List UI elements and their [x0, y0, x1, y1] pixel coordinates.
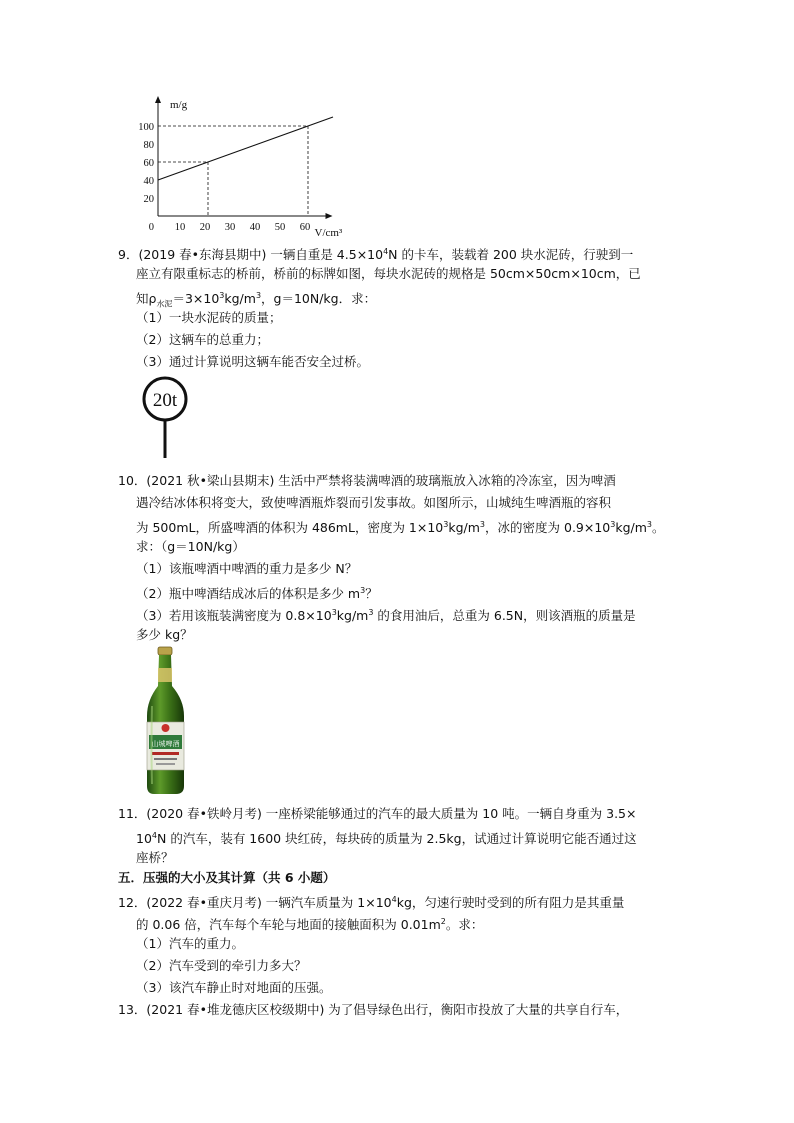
y-axis-label: m/g — [170, 99, 188, 111]
q9-line-1: 9．(2019 春•东海县期中) 一辆自重是 $4.5\times 10^4N$ 的卡车，装载着 200 块水泥砖，行驶到一 — [118, 247, 634, 262]
q9-sub-2: （2）这辆车的总重力； — [136, 332, 269, 347]
q12-line-2: 的 0.06 倍，汽车每个车轮与地面的接触面积为 $0.01m^2$。求： — [136, 917, 484, 932]
q13-line-1: 13．(2021 春•堆龙德庆区校级期中) 为了倡导绿色出行，衡阳市投放了大量的共享自行车， — [118, 1002, 629, 1017]
x-axis-arrow — [326, 213, 333, 219]
q9-sub-1: （1）一块水泥砖的质量； — [136, 310, 282, 325]
y-axis-arrow — [155, 96, 161, 103]
beer-bottle-image — [138, 646, 194, 796]
sign-text: 20t — [152, 390, 178, 411]
q11-line-3: 座桥？ — [136, 850, 174, 865]
x-tick-label: 30 — [224, 222, 236, 233]
x-tick-label: 60 — [299, 222, 311, 233]
y-tick-label: 100 — [138, 122, 154, 133]
x-tick-label: 40 — [249, 222, 261, 233]
q9-line-2: 座立有限重标志的桥前，桥前的标牌如图，每块水泥砖的规格是 50cm×50cm×10cm，已 — [136, 266, 641, 281]
q10-sub-2: （2）瓶中啤酒结成冰后的体积是多少 $m^3$？ — [136, 586, 378, 601]
q10-line-1: 10．(2021 秋•梁山县期末) 生活中严禁将装满啤酒的玻璃瓶放入冰箱的冷冻室，因为啤酒 — [118, 473, 616, 488]
q10-line-2: 遇冷结冰体积将变大，致使啤酒瓶炸裂而引发事故。如图所示，山城纯生啤酒瓶的容积 — [136, 495, 612, 510]
q11-line-1: 11．(2020 春•铁岭月考) 一座桥梁能够通过的汽车的最大质量为 10 吨。一辆自身重为 3.5× — [118, 806, 637, 821]
y-tick-label: 40 — [143, 176, 154, 187]
section-heading: 五．压强的大小及其计算（共 6 小题） — [118, 870, 336, 885]
q9-sub-3: （3）通过计算说明这辆车能否安全过桥。 — [136, 354, 369, 369]
q10-sub-3-cont: 多少 kg？ — [136, 627, 193, 642]
q10-sub-1: （1）该瓶啤酒中啤酒的重力是多少 N？ — [136, 561, 358, 576]
mass-volume-graph — [130, 96, 343, 241]
y-tick-label: 60 — [143, 158, 154, 169]
bottle-label-text: 山城啤酒 — [151, 740, 180, 748]
q10-sub-3: （3）若用该瓶装满密度为 $0.8\times 10^3kg/m^3$ 的食用油后，总重为 6.5N，则该酒瓶的质量是 — [136, 608, 636, 623]
q12-sub-1: （1）汽车的重力。 — [136, 936, 244, 951]
x-tick-label: 50 — [274, 222, 286, 233]
weight-limit-sign — [140, 376, 194, 460]
q12-sub-3: （3）该汽车静止时对地面的压强。 — [136, 980, 332, 995]
x-axis-label: V/cm³ — [314, 227, 343, 239]
q10-line-4: 求：（g＝10N/kg） — [136, 539, 245, 554]
q11-line-2: $10^4N$ 的汽车，装有 1600 块红砖，每块砖的质量为 2.5kg，试通过计算说明它能否通过这 — [136, 831, 637, 846]
y-tick-label: 80 — [143, 140, 154, 151]
q9-line-3: 知$\rho_{水泥}=3\times 10^3kg/m^3$，g＝10N/kg．求： — [136, 291, 377, 309]
y-tick-label: 20 — [143, 194, 154, 205]
series-line — [158, 117, 333, 180]
x-tick-label: 0 — [148, 222, 154, 233]
x-tick-label: 20 — [199, 222, 211, 233]
q10-line-3: 为 500mL，所盛啤酒的体积为 486mL，密度为 $1\times 10^3kg/m^3$，冰的密度为 $0.9\times 10^3kg/m^3$。 — [136, 520, 665, 535]
q12-line-1: 12．(2022 春•重庆月考) 一辆汽车质量为 $1\times 10^4kg$，匀速行驶时受到的所有阻力是其重量 — [118, 895, 625, 910]
x-tick-label: 10 — [174, 222, 186, 233]
q12-sub-2: （2）汽车受到的牵引力多大？ — [136, 958, 307, 973]
